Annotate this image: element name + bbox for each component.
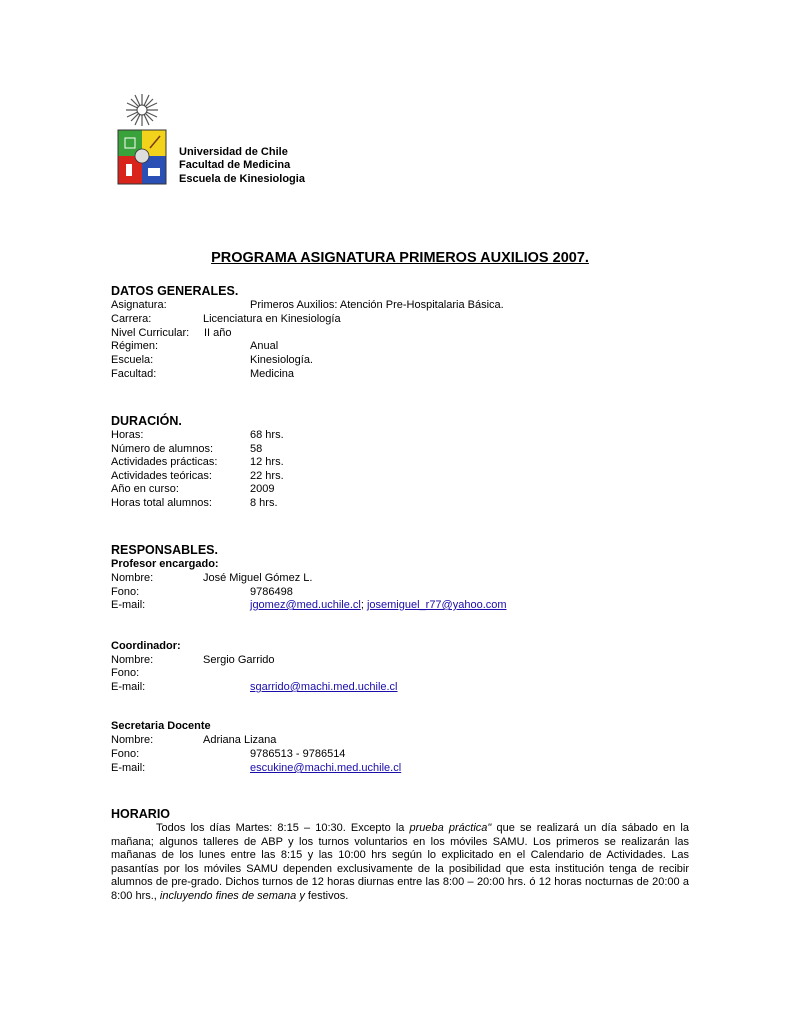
duracion-row: Actividades teóricas: 22 hrs. [111, 470, 284, 482]
email-link[interactable]: josemiguel_r77@yahoo.com [366, 599, 507, 611]
duracion-row: Horas total alumnos: 8 hrs. [111, 497, 278, 509]
header-school: Escuela de Kinesiologia [179, 173, 305, 185]
duracion-row: Actividades prácticas: 12 hrs. [111, 456, 284, 468]
profesor-email-row: E-mail: jgomez@med.uchile.cl; josemiguel_r77@yahoo.com [111, 599, 507, 611]
datos-row: Asignatura: Primeros Auxilios: Atención Pre-Hospitalaria Básica. [111, 299, 504, 311]
profesor-fono-row: Fono: 9786498 [111, 586, 293, 598]
email-link[interactable]: jgomez@med.uchile.cl [250, 599, 361, 611]
profesor-heading: Profesor encargado: [111, 558, 219, 570]
email-link[interactable]: escukine@machi.med.uchile.cl [250, 762, 402, 774]
duracion-row: Horas: 68 hrs. [111, 429, 284, 441]
duracion-row: Número de alumnos: 58 [111, 443, 263, 455]
secretaria-heading: Secretaria Docente [111, 720, 211, 732]
university-logo [114, 92, 170, 198]
header-faculty: Facultad de Medicina [179, 159, 291, 171]
header-university: Universidad de Chile [179, 146, 288, 158]
secretaria-fono-row: Fono: 9786513 - 9786514 [111, 748, 346, 760]
datos-row: Facultad: Medicina [111, 368, 295, 380]
email-link[interactable]: sgarrido@machi.med.uchile.cl [250, 681, 398, 693]
section-horario-heading: HORARIO [111, 807, 171, 821]
secretaria-nombre-row: Nombre: Adriana Lizana [111, 734, 277, 746]
datos-row: Carrera: Licenciatura en Kinesiología [111, 313, 341, 325]
datos-row: Escuela: Kinesiología. [111, 354, 313, 366]
datos-row: Régimen: Anual [111, 340, 279, 352]
secretaria-email-row: E-mail: escukine@machi.med.uchile.cl [111, 762, 402, 774]
duracion-row: Año en curso: 2009 [111, 483, 275, 495]
coordinador-fono-row: Fono: [111, 667, 140, 679]
section-responsables-heading: RESPONSABLES. [111, 543, 218, 557]
section-datos-heading: DATOS GENERALES. [111, 284, 239, 298]
coordinador-heading: Coordinador: [111, 640, 181, 652]
page-title: PROGRAMA ASIGNATURA PRIMEROS AUXILIOS 2007. [211, 250, 589, 266]
datos-row: Nivel Curricular: II año [111, 327, 232, 339]
coordinador-nombre-row: Nombre: Sergio Garrido [111, 654, 275, 666]
horario-paragraph: Todos los días Martes: 8:15 – 10:30. Excepto la prueba práctica" que se realizará un día sábado en la mañana; algunos talleres de ABP y los turnos voluntarios en los móviles SAMU. Los primeros se realizarán las mañanas de los lunes entre las 8:15 y las 10:00 hrs según lo explicitado en el Calendario de Actividades. Las pasantías por los móviles SAMU dependen exclusivamente de la posibilidad que esta institución tenga de recibir alumnos de pre-grado. Dichos turnos de 12 horas diurnas entre las 8:00 – 20:00 hrs. ó 12 horas nocturnas de 20:00 a 8:00 hrs., incluyendo fines de semana y festivos. [111, 822, 689, 902]
section-duracion-heading: DURACIÓN. [111, 414, 182, 428]
coordinador-email-row: E-mail: sgarrido@machi.med.uchile.cl [111, 681, 398, 693]
profesor-nombre-row: Nombre: José Miguel Gómez L. [111, 572, 313, 584]
